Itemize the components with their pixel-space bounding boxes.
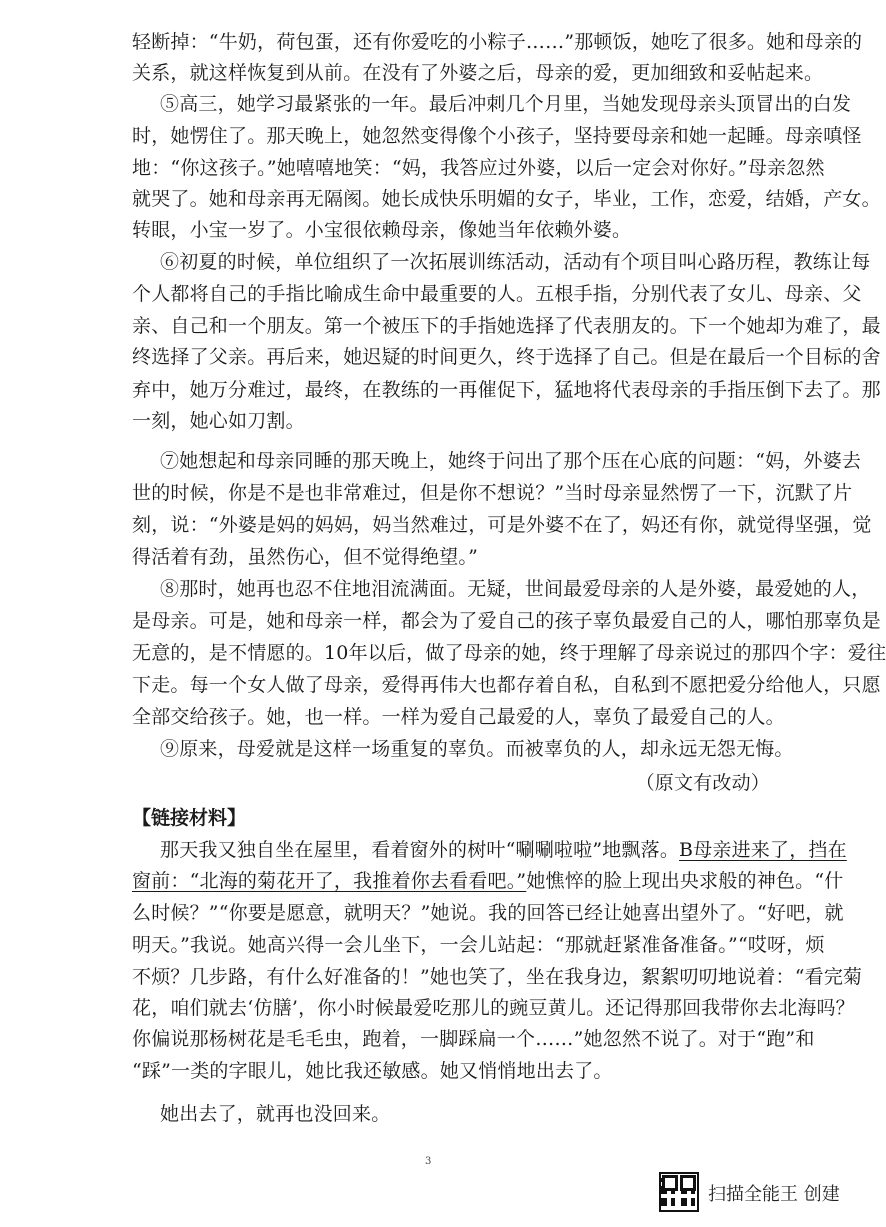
- text-line: 是母亲。可是，她和母亲一样，都会为了爱自己的孩子辜负最爱自己的人，哪怕那辜负是: [132, 610, 881, 632]
- text-line: 么时候？”“你要是愿意，就明天？”她说。我的回答已经让她喜出望外了。“好吧，就: [132, 902, 844, 924]
- text-line: 全部交给孩子。她，也一样。一样为爱自己最爱的人，辜负了最爱自己的人。: [132, 706, 785, 728]
- text-line: 关系，就这样恢复到从前。在没有了外婆之后，母亲的爱，更加细致和妥帖起来。: [132, 62, 824, 84]
- text-line: 就哭了。她和母亲再无隔阂。她长成快乐明媚的女子，毕业，工作，恋爱，结婚，产女。: [132, 188, 881, 210]
- text-line: 下走。每一个女人做了母亲，爱得再伟大也都存着自私，自私到不愿把爱分给他人，只愿: [132, 674, 881, 696]
- paragraph-8-start: ⑧那时，她再也忍不住地泪流满面。无疑，世间最爱母亲的人是外婆，最爱她的人，: [160, 578, 871, 600]
- text-line: 得活着有劲，虽然伤心，但不觉得绝望。”: [132, 546, 479, 568]
- text-line: 地：“你这孩子。”她嘻嘻地笑：“妈，我答应过外婆，以后一定会对你好。”母亲忽然: [132, 157, 825, 179]
- link-material-line: [160, 838, 847, 862]
- text-line: 无意的，是不情愿的。10年以后，做了母亲的她，终于理解了母亲说过的那四个字：爱往: [132, 642, 886, 664]
- text-line: 世的时候，你是不是也非常难过，但是你不想说？”当时母亲显然愣了一下，沉默了片: [132, 482, 853, 504]
- text-line: 明天。”我说。她高兴得一会儿坐下，一会儿站起：“那就赶紧准备准备。”“哎呀，烦: [132, 934, 825, 956]
- text-line: 时，她愣住了。那天晚上，她忽然变得像个小孩子，坚持要母亲和她一起睡。母亲嗔怪: [132, 125, 862, 147]
- paragraph-6-start: ⑥初夏的时候，单位组织了一次拓展训练活动，活动有个项目叫心路历程，教练让每: [160, 251, 871, 273]
- underlined-sentence-b-continued: 窗前：“北海的菊花开了，我推着你去看看吧。”: [132, 870, 527, 892]
- text-line: 刻，说：“外婆是妈的妈妈，妈当然难过，可是外婆不在了，妈还有你，就觉得坚强，觉: [132, 514, 872, 536]
- source-note: （原文有改动）: [635, 772, 770, 794]
- link-material-line: [132, 869, 844, 893]
- underlined-sentence-b: B母亲进来了，挡在: [679, 839, 847, 861]
- link-material-text: 那天我又独自坐在屋里，看着窗外的树叶“唰唰啦啦”地飘落。: [160, 839, 680, 861]
- text-line: “踩”一类的字眼儿，她比我还敏感。她又悄悄地出去了。: [132, 1060, 613, 1082]
- text-line: 亲、自己和一个朋友。第一个被压下的手指她选择了代表朋友的。下一个她却为难了，最: [132, 315, 881, 337]
- text-line: 花，咱们就去‘仿膳’，你小时候最爱吃那儿的豌豆黄儿。还记得那回我带你去北海吗？: [132, 997, 855, 1019]
- text-line: 你偏说那杨树花是毛毛虫，跑着，一脚踩扁一个……”她忽然不说了。对于“跑”和: [132, 1028, 815, 1050]
- text-line: 不烦？几步路，有什么好准备的！”她也笑了，坐在我身边，絮絮叨叨地说着：“看完菊: [132, 966, 863, 988]
- text-line: 一刻，她心如刀割。: [132, 410, 305, 432]
- link-material-heading: 【链接材料】: [132, 807, 247, 829]
- page-number: 3: [425, 1156, 432, 1167]
- link-material-text: 她憔悴的脸上现出央求般的神色。“什: [526, 870, 844, 892]
- final-line: 她出去了，就再也没回来。: [160, 1103, 391, 1125]
- text-line: 弃中，她万分难过，最终，在教练的一再催促下，猛地将代表母亲的手指压倒下去了。那: [132, 379, 881, 401]
- paragraph-7-start: ⑦她想起和母亲同睡的那天晚上，她终于问出了那个压在心底的问题：“妈，外婆去: [160, 450, 862, 472]
- text-line: 轻断掉：“牛奶，荷包蛋，还有你爱吃的小粽子……”那顿饭，她吃了很多。她和母亲的: [132, 31, 863, 53]
- qr-code-icon: [659, 1172, 699, 1212]
- text-line: 转眼，小宝一岁了。小宝很依赖母亲，像她当年依赖外婆。: [132, 219, 632, 241]
- text-line: 个人都将自己的手指比喻成生命中最重要的人。五根手指，分别代表了女儿、母亲、父: [132, 283, 862, 305]
- paragraph-5-start: ⑤高三，她学习最紧张的一年。最后冲刺几个月里，当她发现母亲头顶冒出的白发: [160, 93, 852, 115]
- scanner-watermark: 扫描全能王 创建: [708, 1184, 840, 1205]
- text-line: 终选择了父亲。再后来，她迟疑的时间更久，终于选择了自己。但是在最后一个目标的舍: [132, 346, 881, 368]
- paragraph-9: ⑨原来，母爱就是这样一场重复的辜负。而被辜负的人，却永远无怨无悔。: [160, 738, 794, 760]
